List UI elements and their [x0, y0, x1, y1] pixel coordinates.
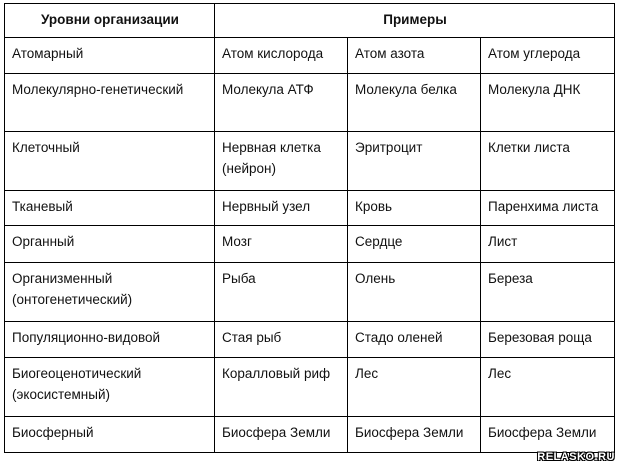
example-cell: Лист — [481, 226, 615, 263]
level-cell: Атомарный — [5, 38, 215, 74]
table-row — [5, 263, 615, 322]
example-cell: Нервный узел — [215, 191, 348, 226]
level-cell: Популяционно-видовой — [5, 322, 215, 358]
example-cell: Молекула белка — [348, 74, 481, 132]
header-examples: Примеры — [215, 4, 615, 38]
example-cell: Молекула ДНК — [481, 74, 615, 132]
example-cell: Атом кислорода — [215, 38, 348, 74]
example-cell: Нервная клетка (нейрон) — [215, 132, 348, 191]
example-cell: Кровь — [348, 191, 481, 226]
example-cell: Стая рыб — [215, 322, 348, 358]
example-cell: Сердце — [348, 226, 481, 263]
level-cell: Тканевый — [5, 191, 215, 226]
example-cell: Молекула АТФ — [215, 74, 348, 132]
table-row — [5, 417, 615, 453]
example-cell: Стадо оленей — [348, 322, 481, 358]
table-row — [5, 38, 615, 74]
example-cell: Биосфера Земли — [348, 417, 481, 453]
example-cell: Рыба — [215, 263, 348, 322]
table-row — [5, 132, 615, 191]
example-cell: Клетки листа — [481, 132, 615, 191]
example-cell: Атом углерода — [481, 38, 615, 74]
example-cell: Биосфера Земли — [481, 417, 615, 453]
example-cell: Мозг — [215, 226, 348, 263]
level-cell: Молекулярно-генетический — [5, 74, 215, 132]
example-cell: Коралловый риф — [215, 358, 348, 417]
example-cell: Биосфера Земли — [215, 417, 348, 453]
watermark: RELASKO.RU — [537, 451, 615, 463]
example-cell: Березовая роща — [481, 322, 615, 358]
organization-levels-table — [4, 3, 615, 453]
level-cell: Клеточный — [5, 132, 215, 191]
table-row — [5, 191, 615, 226]
example-cell: Лес — [348, 358, 481, 417]
example-cell: Эритроцит — [348, 132, 481, 191]
example-cell: Лес — [481, 358, 615, 417]
level-cell: Биосферный — [5, 417, 215, 453]
level-cell: Организменный (онтогенетический) — [5, 263, 215, 322]
table-row — [5, 322, 615, 358]
level-cell: Биогеоценотический (экосистемный) — [5, 358, 215, 417]
table-row — [5, 74, 615, 132]
level-cell: Органный — [5, 226, 215, 263]
table-row — [5, 226, 615, 263]
example-cell: Береза — [481, 263, 615, 322]
example-cell: Атом азота — [348, 38, 481, 74]
example-cell: Паренхима листа — [481, 191, 615, 226]
table-row — [5, 358, 615, 417]
header-row — [5, 4, 615, 38]
header-levels: Уровни организации — [5, 4, 215, 38]
example-cell: Олень — [348, 263, 481, 322]
